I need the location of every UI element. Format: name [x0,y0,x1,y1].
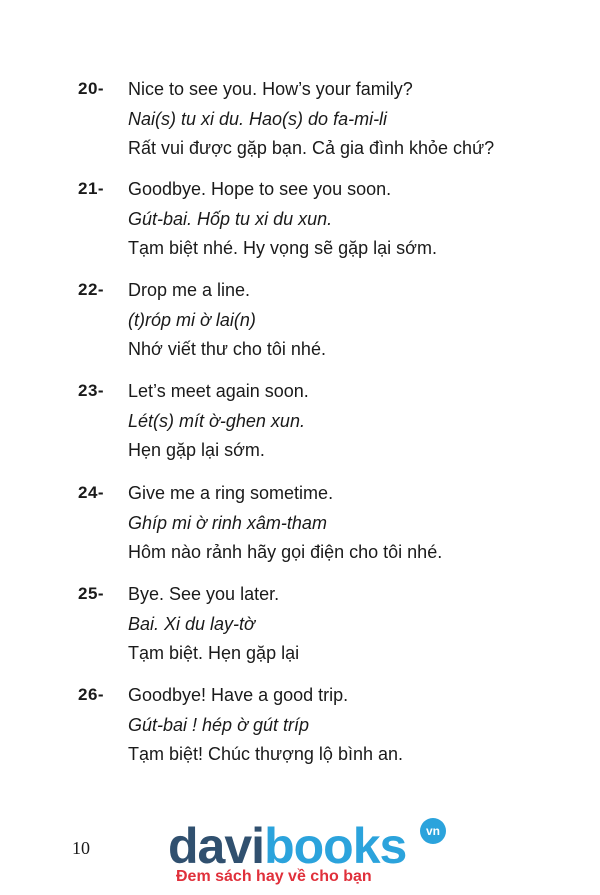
entry-number: 23- [78,381,105,400]
phrase-entry-25 [0,584,600,674]
vietnamese-translation: Rất vui được gặp bạn. Cả gia đình khỏe chứ? [128,138,495,158]
vietnamese-translation: Tạm biệt nhé. Hy vọng sẽ gặp lại sớm. [128,238,437,258]
phrase-entry-23 [0,381,600,471]
vietnamese-translation: Tạm biệt! Chúc thượng lộ bình an. [128,744,404,764]
vietnamese-translation: Nhớ viết thư cho tôi nhé. [128,339,326,359]
phrase-entry-26 [0,685,600,775]
phrase-entry-21 [0,179,600,269]
vietnamese-translation: Hôm nào rảnh hãy gọi điện cho tôi nhé. [128,542,443,562]
logo-word-books: books [264,818,407,874]
english-phrase: Give me a ring sometime. [128,483,334,503]
pronunciation-guide: Bai. Xi du lay-tờ [128,614,255,634]
entry-number: 25- [78,584,105,603]
english-phrase: Drop me a line. [128,280,251,300]
entry-number: 22- [78,280,105,299]
entry-number: 26- [78,685,105,704]
english-phrase: Bye. See you later. [128,584,280,604]
pronunciation-guide: Lét(s) mít ờ-ghen xun. [128,411,305,431]
pronunciation-guide: Nai(s) tu xi du. Hao(s) do fa-mi-li [128,109,388,129]
english-phrase: Goodbye! Have a good trip. [128,685,349,705]
english-phrase: Nice to see you. How’s your family? [128,79,413,99]
english-phrase: Let’s meet again soon. [128,381,309,401]
entry-number: 20- [78,79,105,98]
pronunciation-guide: (t)róp mi ờ lai(n) [128,310,256,330]
logo-vn-badge: vn [420,818,446,844]
english-phrase: Goodbye. Hope to see you soon. [128,179,392,199]
vietnamese-translation: Hẹn gặp lại sớm. [128,440,265,460]
logo-wordmark [168,818,406,874]
phrase-entry-22 [0,280,600,370]
logo-tagline: Đem sách hay về cho bạn [176,868,372,885]
page-number: 10 [72,838,90,858]
pronunciation-guide: Ghíp mi ờ rinh xâm-tham [128,513,327,533]
logo-word-davi: davi [168,818,265,874]
pronunciation-guide: Gút-bai. Hốp tu xi du xun. [128,209,333,229]
vietnamese-translation: Tạm biệt. Hẹn gặp lại [128,643,300,663]
phrase-entry-24 [0,483,600,573]
davibooks-logo [168,818,458,890]
entry-number: 24- [78,483,105,502]
phrase-entry-20 [0,79,600,169]
pronunciation-guide: Gút-bai ! hép ờ gút tríp [128,715,309,735]
entry-number: 21- [78,179,105,198]
